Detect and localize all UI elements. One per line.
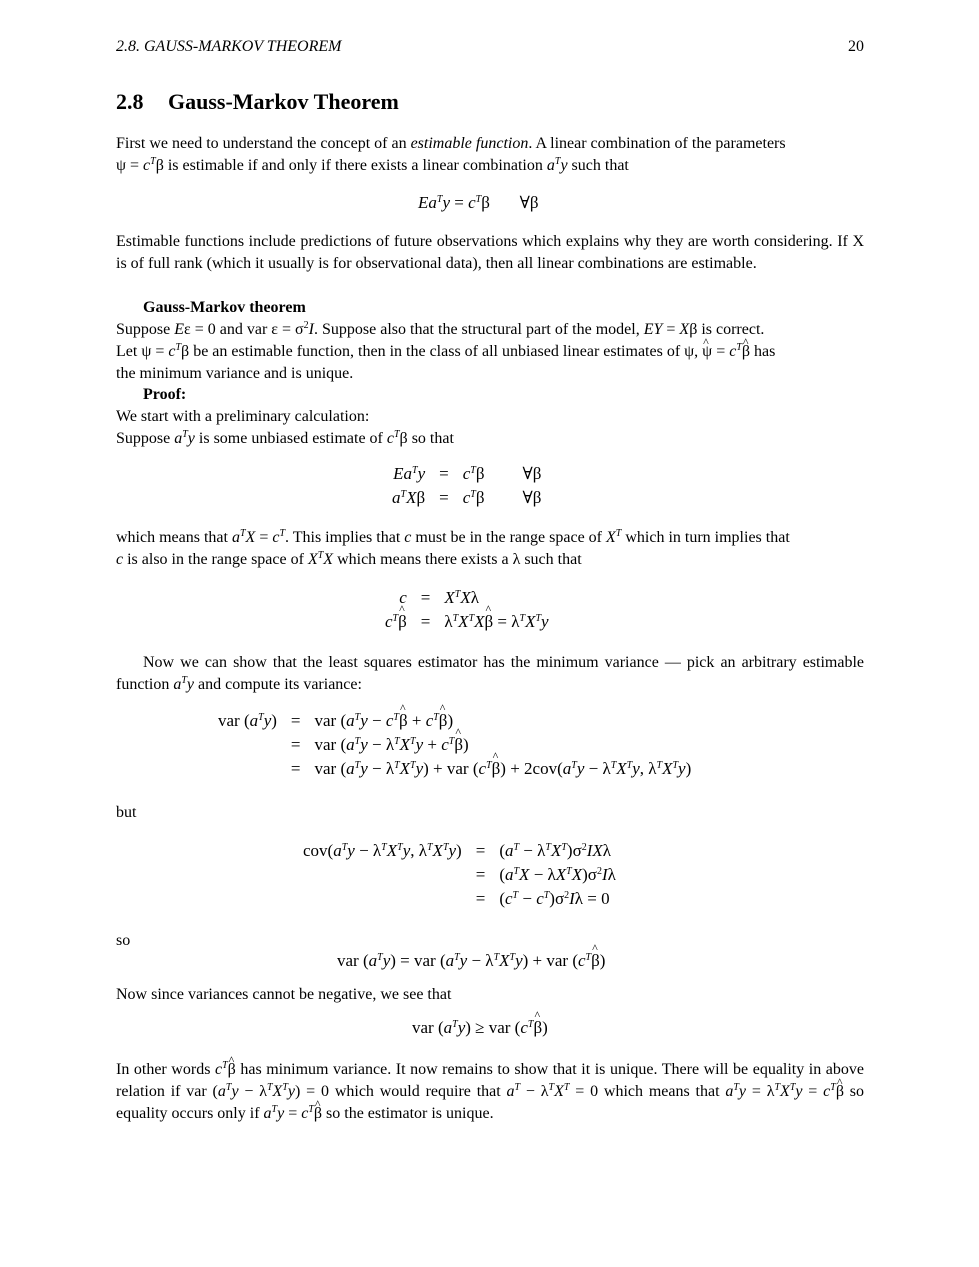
- nonnegative-paragraph: Now since variances cannot be negative, we see that: [116, 986, 452, 1003]
- word-so: so: [116, 932, 131, 949]
- equation-unbiased: $Ea^Ty$ = $c^T\beta$ ∀β $a^TX\beta$ = $c^T\beta$ ∀β: [392, 464, 542, 507]
- equation-estimable: $Ea^Ty = c^T\beta$ ∀β: [418, 193, 539, 212]
- section-number: 2.8: [116, 89, 144, 114]
- proof-block: Proof: We start with a preliminary calculation: Suppose $a^Ty$ is some unbiased estimate of $c^T\beta$ so that: [116, 386, 454, 447]
- word-but: but: [116, 804, 137, 821]
- section-title: Gauss-Markov Theorem: [168, 89, 399, 114]
- equation-inequality: var $(a^Ty)$ ≥ var ($c^T\^{}$ β): [412, 1018, 548, 1038]
- equation-covariance: $cov(a^Ty - \lambda^TX^Ty$, $\lambda^TX^Ty$) = $(a^T - \lambda^TX^T)\sigma^2IX\lambda$ = $(a^TX - \lambda X^TX)\sigma^2I\lambda$ = $(c^T - c^T)\sigma^2I\lambda = 0$: [303, 841, 616, 908]
- equation-variance-expansion: var $(a^Ty)$ = var ($a^Ty$ − $c^T\^{}$ $\beta + c^T\^{}$ β) = var ($a^Ty - \lambda^TX^Ty$ + $c^T\^{}$ β) = var $(a^Ty - \lambda^TX^Ty)$ + var ($c^T\^{}$ $\beta) + 2cov(a^Ty - \lambda^TX^Ty$, $\lambda^TX^Ty$): [218, 709, 691, 781]
- theorem-heading: Gauss-Markov theorem: [143, 299, 306, 316]
- equation-lambda: c = $X^TX\lambda$ $c^T\^{}$ β = $\lambda^TX^TX\^{}$ $\beta = \lambda^TX^Ty$: [385, 586, 549, 634]
- page-number: 20: [848, 38, 864, 55]
- theorem-block: Gauss-Markov theorem Suppose Eε = 0 and var $\varepsilon = \sigma^2I$. Suppose also that the structural part of the model, EY = Xβ is correct.: [116, 299, 765, 338]
- running-title: 2.8. GAUSS-MARKOV THEOREM: [116, 38, 342, 55]
- intro-paragraph: First we need to understand the concept of an estimable function. A linear combination of the parameters $\psi = c^T\beta$ is estimable if and only if there exists a linear combination $a^Ty$ such that: [116, 135, 786, 174]
- running-header: [116, 38, 864, 56]
- equation-variance-sum: var $(a^Ty)$ = var $(a^Ty - \lambda^TX^Ty)$ + var ($c^T\^{}$ β): [337, 951, 605, 971]
- uniqueness-paragraph: In other words $c^T\^{}$ β has minimum variance. It now remains to show that it is unique. There will be equality in above relation if var $(a^Ty - \lambda^TX^Ty) = 0$ which would require that $a^T - \lambda^TX^T = 0$ which means that $a^Ty = \lambda^TX^Ty$ = $c^T\^{}$ β so equality occurs only if $a^Ty$ = $c^T\^{}$ β so the estimator is unique.: [116, 1059, 864, 1125]
- section-heading: [116, 89, 399, 115]
- range-space-paragraph: which means that $a^TX = c^T$. This implies that c must be in the range space of $X^T$ which in turn implies that c is also in the range space of $X^TX$ which means there exists a λ such that: [116, 528, 790, 568]
- estimable-paragraph: Estimable functions include predictions of future observations which explains why they are worth considering. If X is of full rank (which it usually is for observational data), then all linear combinations are estimable.: [116, 233, 864, 272]
- theorem-statement: Let $\psi = c^T\beta$ be an estimable function, then in the class of all unbiased linear estimates of ψ, ^ $\psi = c^T\^{}$ β has the minimum variance and is unique.: [116, 341, 864, 385]
- least-squares-paragraph: Now we can show that the least squares estimator has the minimum variance — pick an arbitrary estimable function $a^Ty$ and compute its variance:: [116, 654, 864, 693]
- proof-heading: Proof:: [143, 386, 187, 403]
